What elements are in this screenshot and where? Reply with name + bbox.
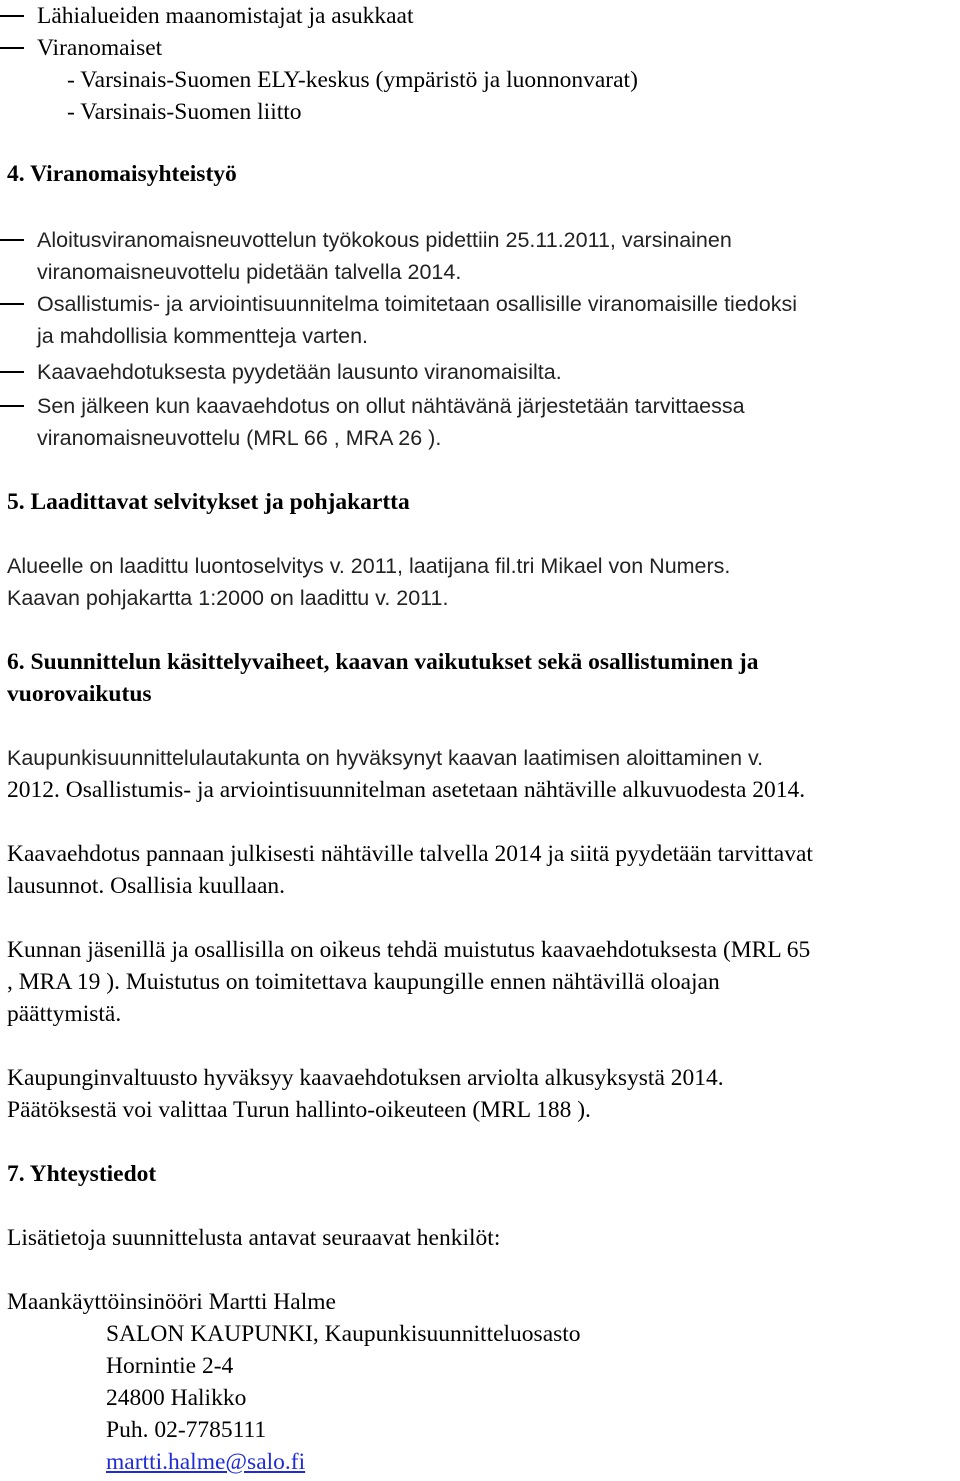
contact-address-line: SALON KAUPUNKI, Kaupunkisuunnitteluosasto: [106, 1321, 581, 1347]
dash-bullet: [0, 303, 24, 305]
contact-person: Maankäyttöinsinööri Martti Halme: [7, 1289, 336, 1315]
paragraph-line: Kaupunkisuunnittelulautakunta on hyväksynyt kaavan laatimisen aloittaminen v.: [7, 746, 764, 770]
contact-phone: Puh. 02-7785111: [106, 1417, 267, 1443]
list-item-text: Lähialueiden maanomistajat ja asukkaat: [37, 3, 414, 29]
dash-bullet: [0, 405, 24, 407]
list-item-text: Aloitusviranomaisneuvottelun työkokous pidettiin 25.11.2011, varsinainen: [37, 228, 732, 252]
list-item-text: Kaavaehdotuksesta pyydetään lausunto viranomaisilta.: [37, 360, 562, 384]
section-heading: 7. Yhteystiedot: [7, 1161, 157, 1187]
paragraph-line: Päätöksestä voi valittaa Turun hallinto-oikeuteen (MRL 188 ).: [7, 1097, 591, 1123]
paragraph-line: Kaavan pohjakartta 1:2000 on laadittu v. 2011.: [7, 586, 449, 610]
list-item-text: Sen jälkeen kun kaavaehdotus on ollut nähtävänä järjestetään tarvittaessa: [37, 394, 745, 418]
list-item-text: viranomaisneuvottelu (MRL 66 , MRA 26 ).: [37, 426, 442, 450]
paragraph-line: 2012. Osallistumis- ja arviointisuunnitelman asetetaan nähtäville alkuvuodesta 2014.: [7, 777, 806, 803]
paragraph-line: Kaavaehdotus pannaan julkisesti nähtäville talvella 2014 ja siitä pyydetään tarvittavat: [7, 841, 813, 867]
paragraph-line: Kunnan jäsenillä ja osallisilla on oikeus tehdä muistutus kaavaehdotuksesta (MRL 65: [7, 937, 811, 963]
section-heading: vuorovaikutus: [7, 681, 152, 707]
sub-list-item: - Varsinais-Suomen ELY-keskus (ympäristö ja luonnonvarat): [67, 67, 638, 93]
list-item-text: Viranomaiset: [37, 35, 163, 61]
list-item-text: Osallistumis- ja arviointisuunnitelma toimitetaan osallisille viranomaisille tiedoksi: [37, 292, 797, 316]
paragraph-line: lausunnot. Osallisia kuullaan.: [7, 873, 286, 899]
sub-list-item: - Varsinais-Suomen liitto: [67, 99, 302, 125]
section-heading: 5. Laadittavat selvitykset ja pohjakartta: [7, 489, 410, 515]
contact-address-line: 24800 Halikko: [106, 1385, 247, 1411]
dash-bullet: [0, 47, 24, 49]
list-item-text: viranomaisneuvottelu pidetään talvella 2014.: [37, 260, 462, 284]
list-item-text: ja mahdollisia kommentteja varten.: [37, 324, 369, 348]
paragraph-line: Kaupunginvaltuusto hyväksyy kaavaehdotuksen arviolta alkusyksystä 2014.: [7, 1065, 724, 1091]
dash-bullet: [0, 371, 24, 373]
paragraph-line: päättymistä.: [7, 1001, 122, 1027]
section-heading: 6. Suunnittelun käsittelyvaiheet, kaavan vaikutukset sekä osallistuminen ja: [7, 649, 759, 675]
paragraph-line: Alueelle on laadittu luontoselvitys v. 2011, laatijana fil.tri Mikael von Numers.: [7, 554, 731, 578]
paragraph-line: Lisätietoja suunnittelusta antavat seuraavat henkilöt:: [7, 1225, 501, 1251]
paragraph-line: , MRA 19 ). Muistutus on toimitettava kaupungille ennen nähtävillä oloajan: [7, 969, 720, 995]
contact-address-line: Hornintie 2-4: [106, 1353, 234, 1379]
dash-bullet: [0, 239, 24, 241]
section-heading: 4. Viranomaisyhteistyö: [7, 161, 237, 187]
dash-bullet: [0, 15, 24, 17]
contact-email-link[interactable]: martti.halme@salo.fi: [106, 1449, 306, 1475]
